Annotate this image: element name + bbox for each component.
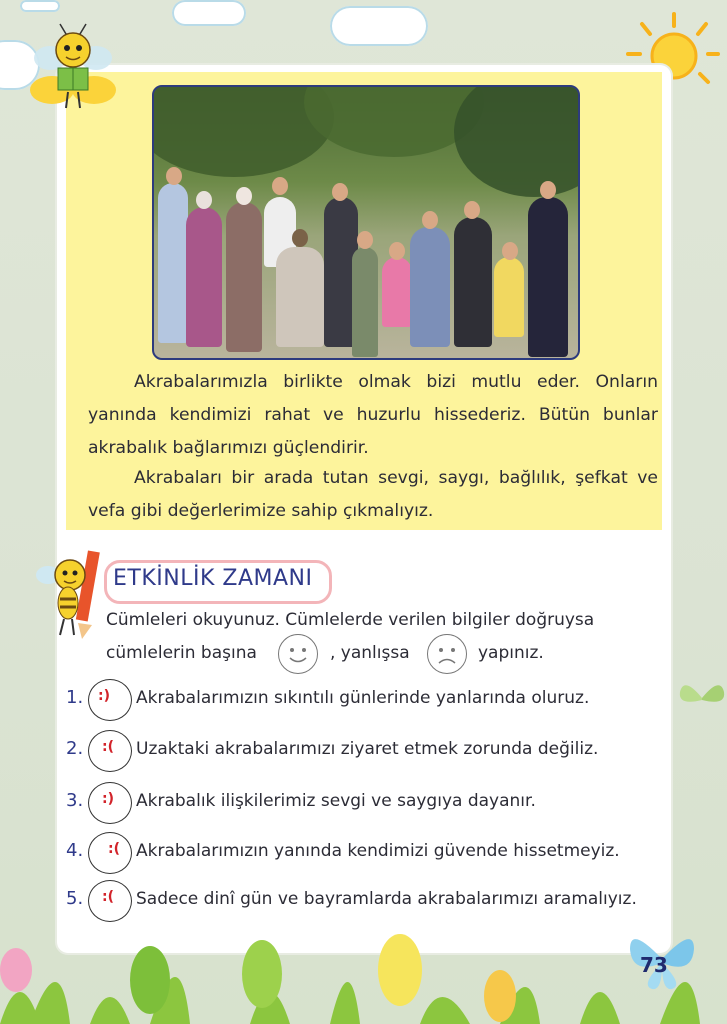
grass-decoration: [0, 900, 727, 1024]
answer-circle[interactable]: [88, 679, 132, 721]
reading-paragraph-1: Akrabalarımızla birlikte olmak bizi mutlu eder. Onların yanında kendimizi rahat ve huzurlu hissederiz. Bütün bunlar akrabalık bağlarımızı güçlendirir.: [88, 372, 658, 458]
item-number: 3.: [66, 790, 84, 811]
item-number: 1.: [66, 687, 84, 708]
item-number: 5.: [66, 888, 84, 909]
item-text: Akrabalarımızın sıkıntılı günlerinde yanlarında oluruz.: [136, 688, 590, 708]
list-item: [60, 782, 660, 822]
activity-title: ETKİNLİK ZAMANI: [113, 566, 313, 591]
bee-pencil-icon: [34, 545, 106, 640]
cloud-decoration: [20, 0, 60, 12]
instruction-part-2: , yanlışsa: [330, 643, 410, 663]
cloud-decoration: [172, 0, 246, 26]
list-item: [60, 730, 660, 770]
answer-mark: :(: [108, 841, 120, 857]
answer-mark: :(: [102, 739, 114, 755]
list-item: [60, 679, 660, 719]
item-text: Uzaktaki akrabalarımızı ziyaret etmek zorunda değiliz.: [136, 739, 599, 759]
family-photo: [152, 85, 580, 360]
bee-reading-icon: [22, 20, 122, 115]
butterfly-icon: [678, 676, 726, 720]
instruction-line-1: Cümleleri okuyunuz. Cümlelerde verilen bilgiler doğruysa: [106, 610, 595, 630]
item-text: Akrabalık ilişkilerimiz sevgi ve saygıya dayanır.: [136, 791, 536, 811]
sad-face-icon: [427, 634, 467, 674]
answer-mark: :(: [102, 889, 114, 905]
smiley-face-icon: [278, 634, 318, 674]
answer-mark: :): [102, 791, 114, 807]
answer-mark: :): [98, 688, 110, 704]
reading-paragraph-2: Akrabaları bir arada tutan sevgi, saygı, bağlılık, şefkat ve vefa gibi değerlerimize sahip çıkmalıyız.: [88, 468, 658, 521]
item-number: 2.: [66, 738, 84, 759]
list-item: [60, 832, 660, 872]
page-number: 73: [640, 953, 668, 977]
item-text: Sadece dinî gün ve bayramlarda akrabalarımızı aramalıyız.: [136, 889, 637, 909]
instruction-part-1: cümlelerin başına: [106, 643, 257, 663]
cloud-decoration: [330, 6, 428, 46]
item-text: Akrabalarımızın yanında kendimizi güvende hissetmeyiz.: [136, 841, 620, 861]
instruction-part-3: yapınız.: [478, 643, 544, 663]
item-number: 4.: [66, 840, 84, 861]
